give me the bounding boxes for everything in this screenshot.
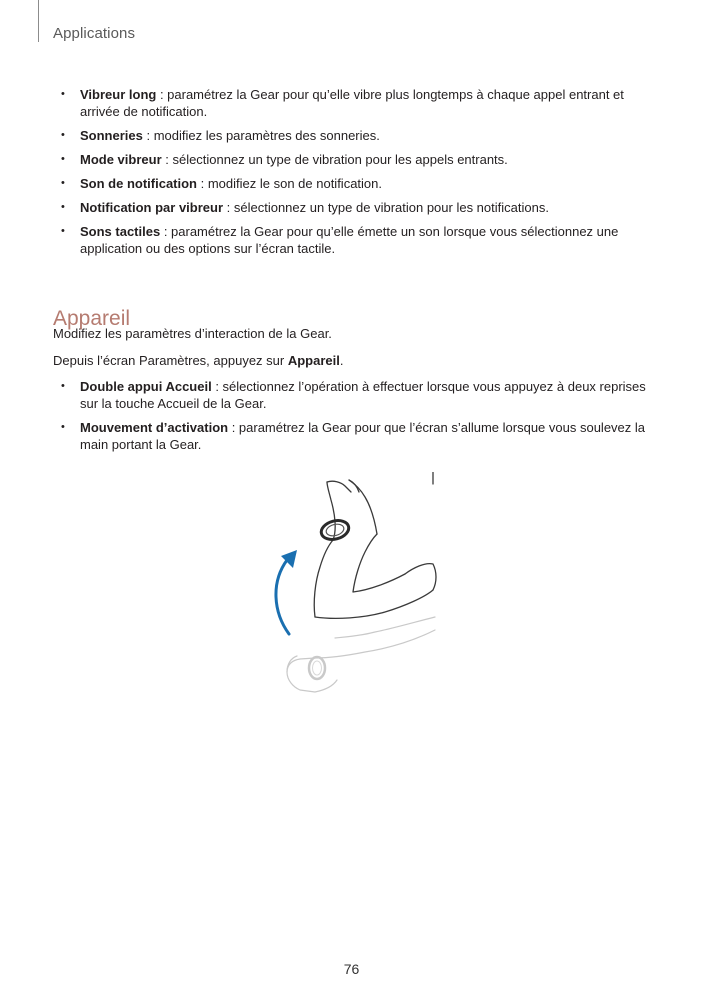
setting-term: Double appui Accueil [80,379,212,394]
list-item [61,127,650,144]
bullet-icon: • [61,153,65,165]
raised-arm-outline [314,472,436,618]
setting-description: : sélectionnez un type de vibration pour les appels entrants. [161,152,508,167]
lowered-arm-outline [287,617,435,692]
bullet-icon: • [61,225,65,237]
section-intro: Modifiez les paramètres d’interaction de la Gear. [53,326,332,341]
setting-term: Mouvement d’activation [80,420,229,435]
setting-description: : sélectionnez un type de vibration pour les notifications. [223,200,549,215]
list-item [61,86,650,120]
list-item [61,199,650,216]
settings-list [61,86,650,264]
list-item [61,419,650,453]
setting-term: Sons tactiles [80,224,161,239]
instruction-suffix: . [339,353,344,368]
instruction-target: Appareil [287,353,340,368]
bullet-icon: • [61,421,65,433]
appareil-settings-list [61,378,650,460]
setting-term: Mode vibreur [80,152,162,167]
list-item [61,378,650,412]
header-divider [38,0,39,42]
bullet-icon: • [61,177,65,189]
setting-description: : paramétrez la Gear pour qu’elle vibre plus longtemps à chaque appel entrant et arrivée de notification. [80,87,624,119]
header-section-title: Applications [53,25,136,42]
setting-description: : paramétrez la Gear pour qu’elle émette un son lorsque vous sélectionnez une application ou des options sur l’écran tactile. [80,224,619,256]
bullet-icon: • [61,380,65,392]
list-item [61,223,650,257]
bullet-icon: • [61,201,65,213]
bullet-icon: • [61,129,65,141]
setting-term: Son de notification [80,176,197,191]
section-instruction [53,352,343,369]
lowered-watch-icon [309,657,325,679]
bullet-icon: • [61,88,65,100]
setting-description: : modifiez les paramètres des sonneries. [142,128,380,143]
upward-motion-arrow-icon [276,550,297,634]
section-title-appareil: Appareil [53,307,131,331]
wake-up-gesture-illustration [265,472,445,707]
list-item [61,175,650,192]
setting-description: : paramétrez la Gear pour que l’écran s’allume lorsque vous soulevez la main portant la Gear. [80,420,646,452]
list-item [61,151,650,168]
page-number: 76 [343,961,360,977]
setting-term: Sonneries [80,128,143,143]
instruction-prefix: Depuis l’écran Paramètres, appuyez sur [53,353,288,368]
setting-description: : sélectionnez l’opération à effectuer lorsque vous appuyez à deux reprises sur la touche Accueil de la Gear. [80,379,646,411]
setting-term: Vibreur long [80,87,157,102]
setting-description: : modifiez le son de notification. [197,176,382,191]
setting-term: Notification par vibreur [80,200,224,215]
